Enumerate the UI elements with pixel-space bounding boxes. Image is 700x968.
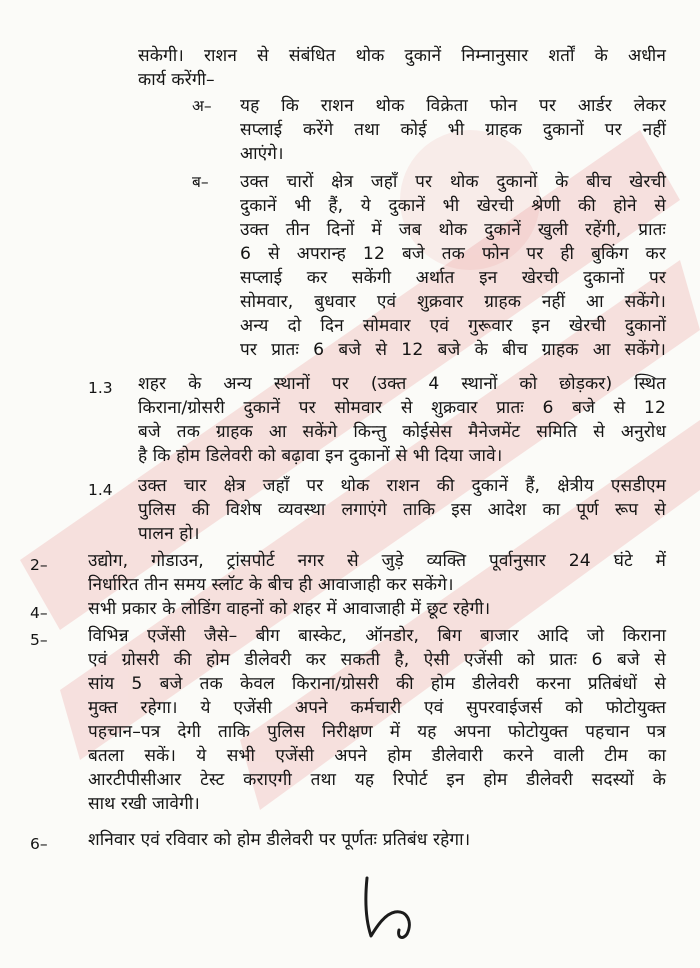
text-line: आरटीपीसीआर टेस्ट कराएगी तथा यह रिपोर्ट इन होम डीलेवरी सदस्यों के [88, 770, 666, 790]
text-line: निर्धारित तीन समय स्लॉट के बीच ही आवाजाही कर सकेंगे। [88, 575, 454, 595]
text-line: यह कि राशन थोक विक्रेता फोन पर आर्डर लेकर [240, 96, 666, 116]
text-line: सकेगी। राशन से संबंधित थोक दुकानें निम्नानुसार शर्तों के अधीन [138, 46, 666, 66]
item-marker: 2– [30, 556, 48, 574]
item-marker: 6– [30, 835, 48, 853]
item-marker: 1.3 [88, 379, 113, 397]
text-line: सोमवार, बुधवार एवं शुक्रवार ग्राहक नहीं आ सकेंगे। [240, 292, 666, 312]
text-line: दुकानें भी हैं, ये दुकानें भी खेरची श्रेणी की होने से [240, 196, 666, 216]
text-line: पालन हो। [138, 524, 200, 544]
text-line: शनिवार एवं रविवार को होम डीलेवरी पर पूर्णतः प्रतिबंध रहेगा। [88, 830, 471, 850]
text-line: शहर के अन्य स्थानों पर (उक्त 4 स्थानों को छोड़कर) स्थित [138, 374, 666, 394]
text-line: उद्योग, गोडाउन, ट्रांसपोर्ट नगर से जुड़े व्यक्ति पूर्वानुसार 24 घंटे में [88, 551, 666, 571]
item-marker: अ– [192, 97, 212, 115]
text-line: साथ रखी जावेगी। [88, 794, 200, 814]
text-line: सप्लाई करेंगे तथा कोई भी ग्राहक दुकानों पर नहीं [240, 120, 666, 140]
text-line: उक्त चारों क्षेत्र जहाँ पर थोक दुकानों के बीच खेरची [240, 172, 666, 192]
item-marker: 5– [30, 631, 48, 649]
text-line: सभी प्रकार के लोडिंग वाहनों को शहर में आवाजाही में छूट रहेगी। [88, 599, 491, 619]
item-marker: 1.4 [88, 481, 113, 499]
text-line: विभिन्न एजेंसी जैसे– बीग बास्केट, ऑनडोर, बिग बाजार आदि जो किराना [88, 626, 666, 646]
item-marker: 4– [30, 604, 48, 622]
text-line: बजे तक ग्राहक आ सकेंगे किन्तु कोईसेस मैनेजमेंट समिति से अनुरोध [138, 422, 666, 442]
text-line: उक्त तीन दिनों में जब थोक दुकानें खुली रहेंगी, प्रातः [240, 220, 666, 240]
text-line: उक्त चार क्षेत्र जहाँ पर थोक राशन की दुकानें हैं, क्षेत्रीय एसडीएम [138, 476, 666, 496]
text-line: किराना/ग्रोसरी दुकानें पर सोमवार से शुक्रवार प्रातः 6 बजे से 12 [138, 398, 666, 418]
text-line: सांय 5 बजे तक केवल किराना/ग्रोसरी की होम डीलेवरी करना प्रतिबंधों से [88, 674, 666, 694]
text-line: एवं ग्रोसरी की होम डीलेवरी कर सकती है, ऐसी एजेंसी को प्रातः 6 बजे से [88, 650, 666, 670]
text-line: पुलिस की विशेष व्यवस्था लगाएंगे ताकि इस आदेश का पूर्ण रूप से [138, 500, 666, 520]
text-line: मुक्त रहेगा। ये एजेंसी अपने कर्मचारी एवं सुपरवाईजर्स को फोटोयुक्त [88, 698, 666, 718]
item-marker: ब– [192, 173, 209, 191]
text-line: सप्लाई कर सकेंगी अर्थात इन खेरची दुकानों पर [240, 268, 666, 288]
text-line: पर प्रातः 6 बजे से 12 बजे के बीच ग्राहक आ सकेंगे। [240, 340, 666, 360]
text-line: बतला सकें। ये सभी एजेंसी अपने होम डीलेवारी करने वाली टीम का [88, 746, 666, 766]
text-line: कार्य करेंगी– [138, 70, 215, 90]
text-line: है कि होम डिलेवरी को बढ़ावा इन दुकानों से भी दिया जावे। [138, 446, 503, 466]
text-line: अन्य दो दिन सोमवार एवं गुरूवार इन खेरची दुकानों [240, 316, 666, 336]
text-line: आएंगे। [240, 144, 284, 164]
signature-mark [355, 868, 425, 943]
text-line: 6 से अपरान्ह 12 बजे तक फोन पर ही बुकिंग कर [240, 244, 666, 264]
text-line: पहचान–पत्र देगी ताकि पुलिस निरीक्षण में यह अपना फोटोयुक्त पहचान पत्र [88, 722, 666, 742]
